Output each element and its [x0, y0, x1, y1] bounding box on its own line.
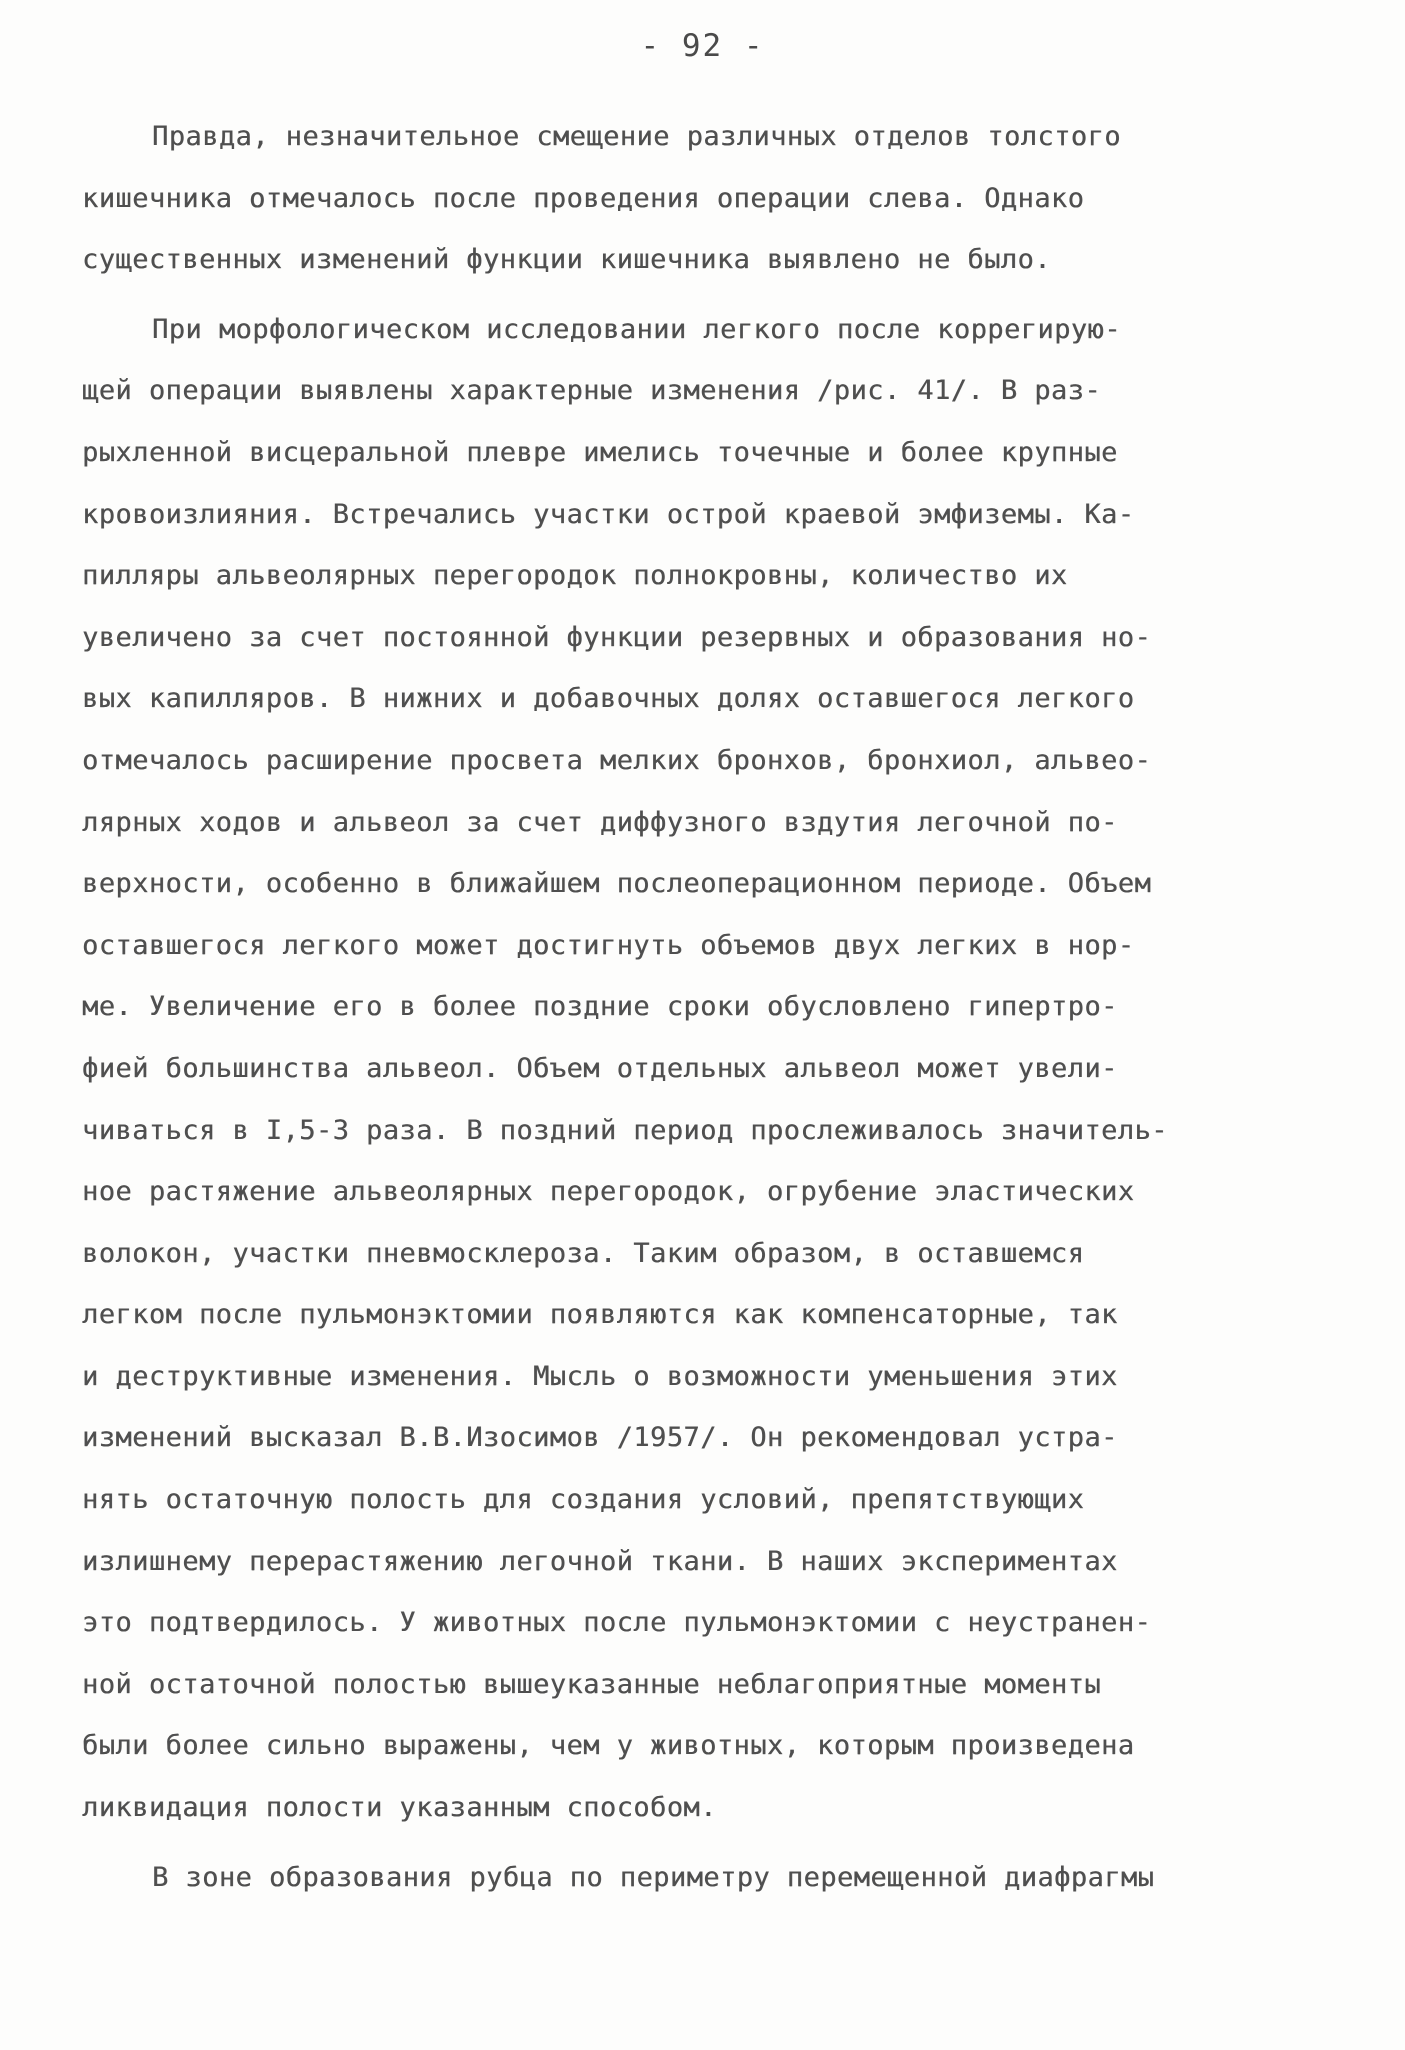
- text-line: изменений высказал В.В.Изосимов /1957/. Он рекомендовал устра-: [82, 1422, 1118, 1454]
- text-line: были более сильно выражены, чем у животных, которым произведена: [82, 1730, 1135, 1762]
- text-line: легком после пульмонэктомии появляются как компенсаторные, так: [82, 1299, 1118, 1331]
- body-text: [82, 106, 1332, 1908]
- text-line: рыхленной висцеральной плевре имелись точечные и более крупные: [82, 436, 1118, 468]
- paragraph-gap: [82, 291, 1332, 299]
- page-number: - 92 -: [640, 28, 765, 64]
- text-line: пилляры альвеолярных перегородок полнокровны, количество их: [82, 560, 1068, 592]
- text-line: нять остаточную полость для создания условий, препятствующих: [82, 1484, 1085, 1516]
- text-line: лярных ходов и альвеол за счет диффузного вздутия легочной по-: [82, 806, 1118, 838]
- text-line: излишнему перерастяжению легочной ткани. В наших экспериментах: [82, 1545, 1118, 1577]
- text-line: вых капилляров. В нижних и добавочных долях оставшегося легкого: [82, 683, 1135, 715]
- text-line: чиваться в I,5-3 раза. В поздний период прослеживалось значитель-: [82, 1114, 1168, 1146]
- paragraph: [82, 106, 1332, 291]
- text-line: существенных изменений функции кишечника выявлено не было.: [82, 244, 1051, 276]
- text-line: кишечника отмечалось после проведения операции слева. Однако: [82, 182, 1085, 214]
- text-line: и деструктивные изменения. Мысль о возможности уменьшения этих: [82, 1360, 1118, 1392]
- text-line: В зоне образования рубца по периметру перемещенной диафрагмы: [152, 1861, 1155, 1893]
- text-line: волокон, участки пневмосклероза. Таким образом, в оставшемся: [82, 1237, 1085, 1269]
- text-line: ной остаточной полостью вышеуказанные неблагоприятные моменты: [82, 1668, 1102, 1700]
- text-line: щей операции выявлены характерные изменения /рис. 41/. В раз-: [82, 375, 1102, 407]
- text-line: верхности, особенно в ближайшем послеоперационном периоде. Объем: [82, 868, 1152, 900]
- text-line: увеличено за счет постоянной функции резервных и образования но-: [82, 621, 1152, 653]
- text-line: Правда, незначительное смещение различных отделов толстого: [152, 121, 1121, 152]
- text-line: При морфологическом исследовании легкого после коррегирую-: [152, 313, 1121, 345]
- text-line: фией большинства альвеол. Объем отдельных альвеол может увели-: [82, 1052, 1118, 1084]
- text-line: ликвидация полости указанным способом.: [82, 1792, 717, 1824]
- text-line: ное растяжение альвеолярных перегородок, огрубение эластических: [82, 1176, 1135, 1208]
- text-line: это подтвердилось. У животных после пульмонэктомии с неустранен-: [82, 1607, 1152, 1639]
- paragraph-gap: [82, 1839, 1332, 1847]
- text-line: отмечалось расширение просвета мелких бронхов, бронхиол, альвео-: [82, 744, 1152, 776]
- text-line: ме. Увеличение его в более поздние сроки обусловлено гипертро-: [82, 991, 1118, 1023]
- text-line: кровоизлияния. Встречались участки острой краевой эмфиземы. Ка-: [82, 498, 1135, 530]
- paragraph: [82, 1847, 1332, 1909]
- text-line: оставшегося легкого может достигнуть объемов двух легких в нор-: [82, 929, 1135, 961]
- paragraph: [82, 299, 1332, 1839]
